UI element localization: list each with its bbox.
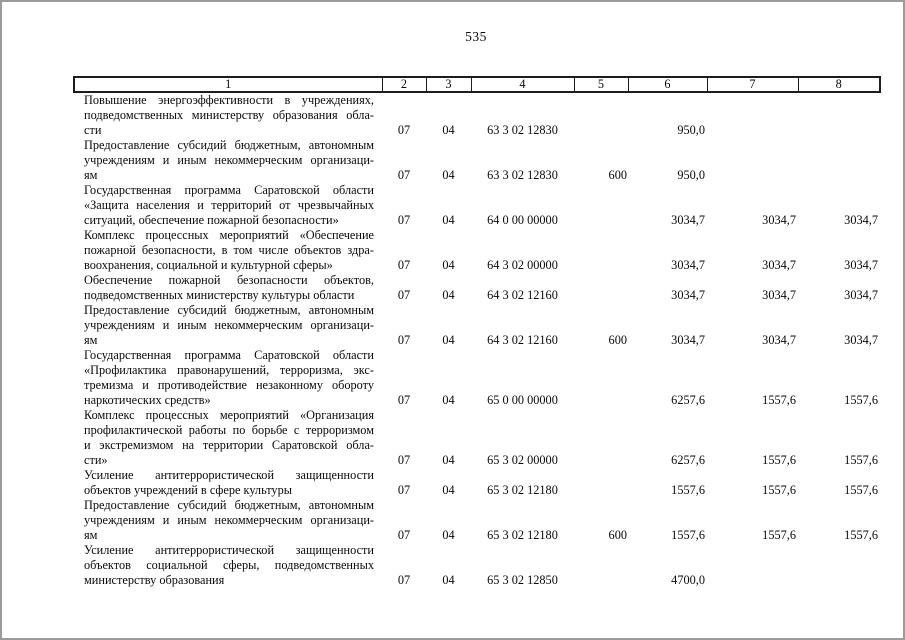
table-header-row [74, 77, 880, 92]
header-cell-6: 6 [628, 77, 707, 92]
cell-amount-year1: 1557,6 [671, 528, 705, 542]
cell-description [74, 273, 382, 303]
cell-amount-year1: 950,0 [677, 123, 705, 137]
cell-subsection-code: 04 [442, 333, 455, 347]
cell-subsection-code: 04 [442, 528, 455, 542]
cell-amount-year3: 1557,6 [844, 528, 878, 542]
header-cell-5: 5 [574, 77, 628, 92]
header-cell-4: 4 [471, 77, 574, 92]
cell-amount-year2: 1557,6 [762, 453, 796, 467]
cell-amount-year3: 1557,6 [844, 483, 878, 497]
cell-expense-type-code: 600 [608, 168, 627, 182]
cell-amount-year2: 3034,7 [762, 213, 796, 227]
cell-section-code: 07 [397, 393, 411, 407]
description-line: Государственная программа Саратовской области [84, 183, 374, 197]
description-line: Комплекс процессных мероприятий «Обеспечение [84, 228, 374, 242]
description-line: и экстремизмом на территории Саратовской обла- [84, 438, 374, 452]
description-line: Усиление антитеррористической защищенности [84, 543, 374, 557]
table-row [74, 468, 880, 498]
cell-section-code: 07 [397, 288, 411, 302]
cell-amount-year2: 1557,6 [762, 483, 796, 497]
cell-target-article-code: 64 3 02 12160 [487, 288, 558, 302]
cell-section-code: 07 [397, 168, 411, 182]
cell-expense-type-code [574, 228, 628, 273]
description-line: сти [84, 123, 102, 137]
cell-subsection-code: 04 [442, 168, 455, 182]
cell-target-article-code: 65 3 02 12850 [487, 573, 558, 587]
description-line: подведомственных министерству образования обла- [84, 108, 374, 122]
header-cell-2: 2 [382, 77, 426, 92]
cell-amount-year1: 950,0 [677, 168, 705, 182]
description-line: Обеспечение пожарной безопасности объектов, [84, 273, 374, 287]
table-header [74, 77, 880, 92]
description-line: профилактической работы по борьбе с терроризмом [84, 423, 374, 437]
cell-expense-type-code [574, 348, 628, 408]
cell-target-article-code: 63 3 02 12830 [487, 168, 558, 182]
description-line: пожарной безопасности, в том числе объектов здра- [84, 243, 374, 257]
cell-description [74, 228, 382, 273]
cell-amount-year1: 1557,6 [671, 483, 705, 497]
cell-amount-year1: 3034,7 [671, 288, 705, 302]
cell-expense-type-code [574, 468, 628, 498]
cell-description [74, 183, 382, 228]
cell-section-code: 07 [397, 213, 411, 227]
cell-amount-year2: 1557,6 [762, 393, 796, 407]
cell-amount-year1: 3034,7 [671, 333, 705, 347]
description-line: воохранения, социальной и культурной сферы» [84, 258, 333, 272]
cell-amount-year3 [798, 138, 880, 183]
cell-target-article-code: 63 3 02 12830 [487, 123, 558, 137]
cell-description [74, 303, 382, 348]
description-line: ям [84, 168, 98, 182]
cell-amount-year3 [798, 543, 880, 588]
cell-amount-year2: 3034,7 [762, 333, 796, 347]
table-row [74, 228, 880, 273]
description-line: Предоставление субсидий бюджетным, автономным [84, 138, 374, 152]
description-line: наркотических средств» [84, 393, 211, 407]
description-line: Предоставление субсидий бюджетным, автономным [84, 498, 374, 512]
table-row [74, 408, 880, 468]
description-line: сти» [84, 453, 108, 467]
header-cell-8: 8 [798, 77, 880, 92]
description-line: Усиление антитеррористической защищенности [84, 468, 374, 482]
description-line: объектов учреждений в сфере культуры [84, 483, 292, 497]
cell-expense-type-code [574, 543, 628, 588]
cell-expense-type-code [574, 92, 628, 138]
description-line: Государственная программа Саратовской области [84, 348, 374, 362]
cell-target-article-code: 64 3 02 00000 [487, 258, 558, 272]
cell-section-code: 07 [397, 528, 411, 542]
cell-section-code: 07 [397, 573, 411, 587]
cell-target-article-code: 65 3 02 00000 [487, 453, 558, 467]
cell-amount-year1: 4700,0 [671, 573, 705, 587]
cell-amount-year3 [798, 92, 880, 138]
description-line: «Профилактика правонарушений, терроризма, экс- [84, 363, 374, 377]
page-number: 535 [465, 29, 487, 44]
header-cell-7: 7 [707, 77, 798, 92]
cell-target-article-code: 65 3 02 12180 [487, 483, 558, 497]
cell-subsection-code: 04 [442, 453, 455, 467]
description-line: тремизма и противодействие незаконному обороту [84, 378, 374, 392]
description-line: подведомственных министерству культуры области [84, 288, 355, 302]
cell-description [74, 92, 382, 138]
cell-expense-type-code [574, 183, 628, 228]
cell-amount-year3: 3034,7 [844, 213, 878, 227]
description-line: Комплекс процессных мероприятий «Организация [84, 408, 374, 422]
cell-description [74, 498, 382, 543]
cell-amount-year2: 3034,7 [762, 288, 796, 302]
cell-amount-year1: 6257,6 [671, 393, 705, 407]
cell-section-code: 07 [397, 333, 411, 347]
cell-amount-year2: 3034,7 [762, 258, 796, 272]
cell-expense-type-code [574, 408, 628, 468]
cell-amount-year3: 3034,7 [844, 258, 878, 272]
table-row [74, 183, 880, 228]
cell-amount-year2: 1557,6 [762, 528, 796, 542]
description-line: учреждениям и иным некоммерческим организаци- [84, 153, 374, 167]
cell-subsection-code: 04 [442, 258, 455, 272]
cell-description [74, 348, 382, 408]
description-line: «Защита населения и территорий от чрезвычайных [84, 198, 374, 212]
description-line: министерству образования [84, 573, 225, 587]
table-row [74, 543, 880, 588]
cell-section-code: 07 [397, 483, 411, 497]
header-cell-3: 3 [426, 77, 471, 92]
description-line: Предоставление субсидий бюджетным, автономным [84, 303, 374, 317]
cell-description [74, 138, 382, 183]
description-line: ситуаций, обеспечение пожарной безопасности» [84, 213, 339, 227]
cell-target-article-code: 64 3 02 12160 [487, 333, 558, 347]
description-line: ям [84, 528, 98, 542]
cell-expense-type-code: 600 [608, 528, 627, 542]
cell-section-code: 07 [397, 258, 411, 272]
table-row [74, 92, 880, 138]
cell-subsection-code: 04 [442, 288, 455, 302]
cell-target-article-code: 65 3 02 12180 [487, 528, 558, 542]
cell-target-article-code: 65 0 00 00000 [487, 393, 558, 407]
table-row [74, 138, 880, 183]
description-line: учреждениям и иным некоммерческим организаци- [84, 318, 374, 332]
cell-amount-year2 [707, 92, 798, 138]
description-line: объектов социальной сферы, подведомственных [84, 558, 374, 572]
cell-section-code: 07 [397, 453, 411, 467]
cell-expense-type-code: 600 [608, 333, 627, 347]
table-row [74, 303, 880, 348]
header-cell-1: 1 [74, 77, 382, 92]
cell-subsection-code: 04 [442, 123, 455, 137]
cell-description [74, 468, 382, 498]
cell-subsection-code: 04 [442, 213, 455, 227]
cell-subsection-code: 04 [442, 483, 455, 497]
cell-section-code: 07 [397, 123, 411, 137]
cell-amount-year3: 3034,7 [844, 333, 878, 347]
cell-amount-year1: 6257,6 [671, 453, 705, 467]
table-body [74, 92, 880, 588]
table-row [74, 498, 880, 543]
description-line: учреждениям и иным некоммерческим организаци- [84, 513, 374, 527]
description-line: ям [84, 333, 98, 347]
cell-amount-year3: 3034,7 [844, 288, 878, 302]
table-row [74, 348, 880, 408]
cell-description [74, 543, 382, 588]
cell-amount-year3: 1557,6 [844, 453, 878, 467]
cell-expense-type-code [574, 273, 628, 303]
cell-amount-year1: 3034,7 [671, 213, 705, 227]
description-line: Повышение энергоэффективности в учреждениях, [84, 93, 374, 107]
table-row [74, 273, 880, 303]
cell-description [74, 408, 382, 468]
cell-amount-year3: 1557,6 [844, 393, 878, 407]
cell-subsection-code: 04 [442, 573, 455, 587]
budget-appropriations-table [73, 76, 881, 588]
cell-amount-year2 [707, 138, 798, 183]
cell-subsection-code: 04 [442, 393, 455, 407]
cell-amount-year1: 3034,7 [671, 258, 705, 272]
cell-target-article-code: 64 0 00 00000 [487, 213, 558, 227]
cell-amount-year2 [707, 543, 798, 588]
